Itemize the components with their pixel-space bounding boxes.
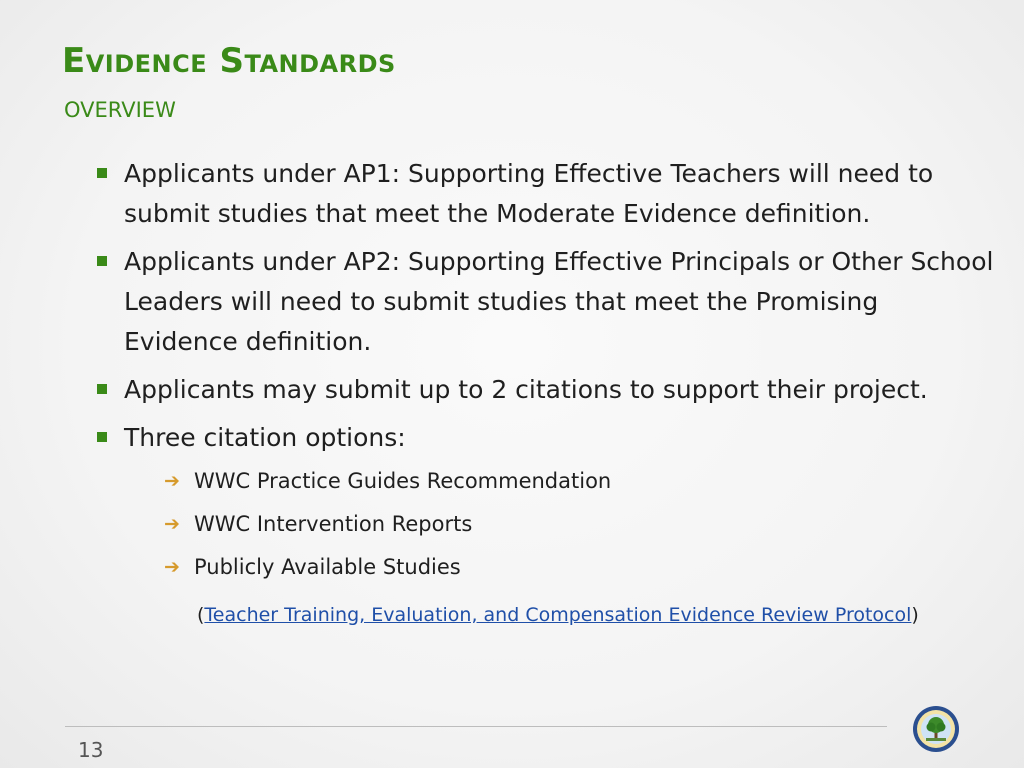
sub-bullet-text: Publicly Available Studies [194,555,461,579]
bullet-text: Applicants may submit up to 2 citations to support their project. [124,375,928,404]
citation-line [87,600,919,630]
sub-bullet-text: WWC Intervention Reports [194,512,473,536]
sub-bullet-text: WWC Practice Guides Recommendation [194,469,612,493]
square-bullet-icon [97,256,107,266]
bullet-text: Three citation options: [124,423,406,452]
bullet-item [94,154,999,234]
sub-bullet-list [124,460,999,589]
bullet-item [94,242,999,362]
bullet-text: Applicants under AP2: Supporting Effective Principals or Other School Leaders will need to submit studies that meet the Promising Evidence definition. [124,247,994,356]
citation-paren-open: ( [197,604,205,626]
citation-paren-close: ) [911,604,919,626]
slide-title: Evidence Standards [62,41,396,81]
bullet-item [94,370,999,410]
bullet-list [94,154,999,597]
arrow-right-icon: ➔ [164,513,180,535]
square-bullet-icon [97,432,107,442]
arrow-right-icon: ➔ [164,470,180,492]
sub-bullet-item [164,546,999,589]
sub-bullet-item [164,460,999,503]
slide-subtitle: OVERVIEW [64,98,176,122]
protocol-link[interactable]: Teacher Training, Evaluation, and Compensation Evidence Review Protocol [204,604,912,626]
square-bullet-icon [97,384,107,394]
footer-divider [65,726,887,727]
square-bullet-icon [97,168,107,178]
page-number: 13 [78,738,104,762]
bullet-item [94,418,999,589]
sub-bullet-item [164,503,999,546]
bullet-text: Applicants under AP1: Supporting Effective Teachers will need to submit studies that meet the Moderate Evidence definition. [124,159,934,228]
arrow-right-icon: ➔ [164,556,180,578]
department-seal-icon [912,705,960,753]
